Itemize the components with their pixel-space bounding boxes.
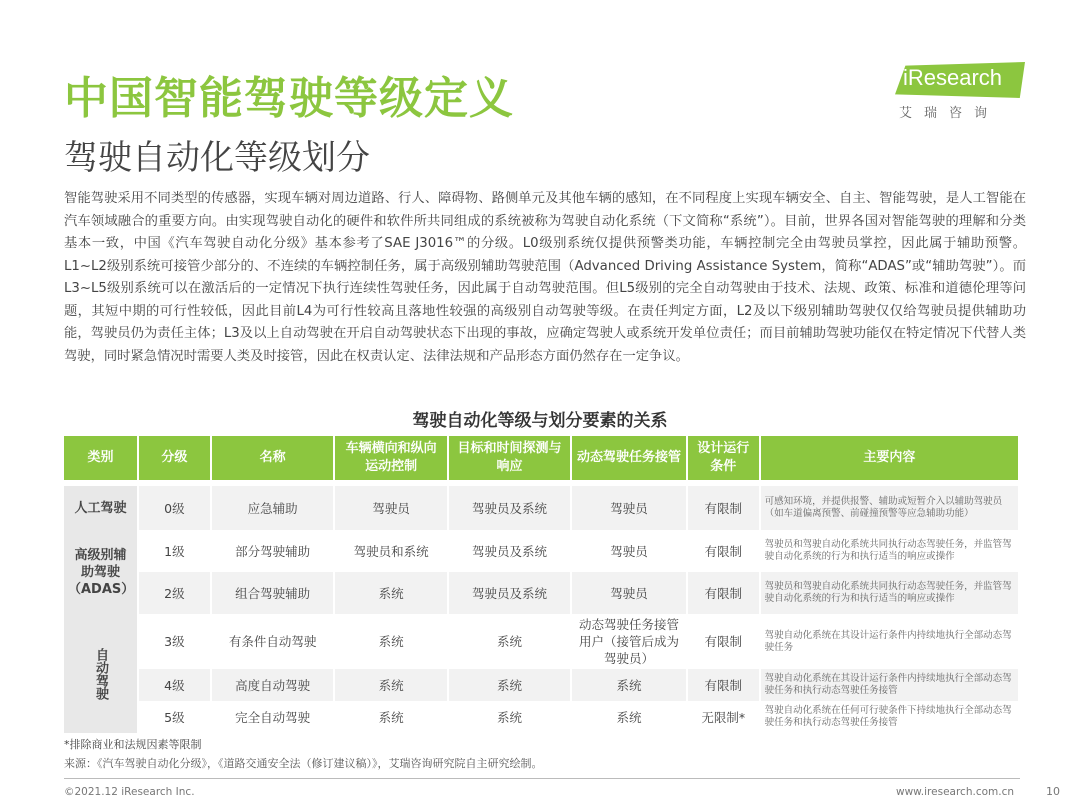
cell-odd: 有限制 [688,669,759,701]
table-header-row [64,436,1018,486]
cell-takeover: 系统 [572,669,685,701]
category-adas: 高级别辅助驾驶（ADAS） [64,530,137,614]
cell-content: 驾驶员和驾驶自动化系统共同执行动态驾驶任务，并监管驾驶自动化系统的行为和执行适当的响应或操作 [764,539,1012,562]
cell-level: 5级 [164,709,185,725]
cell-level: 0级 [139,486,210,530]
cell-name: 高度自动驾驶 [212,669,334,701]
table-row [64,701,1018,733]
cell-takeover: 驾驶员 [572,572,685,614]
cell-level: 1级 [164,543,185,559]
table-row [64,669,1018,701]
table-row [64,530,1018,572]
page-title: 中国智能驾驶等级定义 [64,73,514,124]
iresearch-logo [895,62,1025,122]
category-auto: 自动驾驶 [64,614,137,733]
header-name: 名称 [212,436,334,486]
footnote: *排除商业和法规因素等限制 [64,738,202,751]
site-url[interactable]: www.iresearch.com.cn [896,786,1015,798]
header-takeover: 动态驾驶任务接管 [572,436,685,486]
cell-content: 驾驶自动化系统在其设计运行条件内持续地执行全部动态驾驶任务 [764,629,1012,653]
cell-takeover: 系统 [616,709,642,725]
level-table [62,436,1020,733]
cell-takeover: 驾驶员 [572,486,685,530]
logo-cn-text: 艾瑞咨询 [899,106,1000,121]
cell-name: 组合驾驶辅助 [212,572,334,614]
table-row [64,572,1018,614]
cell-name: 有条件自动驾驶 [228,634,317,649]
table-row [64,614,1018,669]
cell-takeover: 驾驶员 [610,543,648,559]
page-subtitle: 驾驶自动化等级划分 [64,138,370,178]
table-title: 驾驶自动化等级与划分要素的关系 [412,411,668,431]
cell-detect: 驾驶员及系统 [449,486,571,530]
cell-odd: 有限制 [704,543,742,559]
cell-level: 3级 [164,634,185,649]
copyright: ©2021.12 iResearch Inc. [64,786,195,798]
header-odd: 设计运行条件 [688,436,759,486]
page-number: 10 [1046,785,1060,798]
cell-level: 2级 [139,572,210,614]
cell-motion: 系统 [335,669,446,701]
intro-paragraph: 智能驾驶采用不同类型的传感器，实现车辆对周边道路、行人、障碍物、路侧单元及其他车辆的感知，在不同程度上实现车辆安全、自主、智能驾驶，是人工智能在汽车领域融合的重要方向。由实现驾驶自动化的硬件和软件所共同组成的系统被称为驾驶自动化系统（下文简称“系统”）。目前，世界各国对智能驾驶的理解和分类基本一致，中国《汽车驾驶自动化分级》基本参考了SAE J3016™的分级。L0级别系统仅提供预警类功能，车辆控制完全由驾驶员掌控，因此属于辅助预警。L1~L2级别系统可接管少部分的、不连续的车辆控制任务，属于高级别辅助驾驶范围（Advanced Driving Assistance System，简称“ADAS”或“辅助驾驶”）。而L3~L5级别系统可以在激活后的一定情况下执行连续性驾驶任务，因此属于自动驾驶范围。但L5级别的完全自动驾驶由于技术、法规、政策、标准和道德伦理等问题，其短中期的可行性较低，因此目前L4为可行性较高且落地性较强的高级别自动驾驶等级。在责任判定方面，L2及以下级别辅助驾驶仅仅给驾驶员提供辅助功能，驾驶员仍为责任主体；L3及以上自动驾驶在开启自动驾驶状态下出现的事故，应确定驾驶人或系统开发单位责任；而目前辅助驾驶功能仅在特定情况下代替人类驾驶，同时紧急情况时需要人类及时接管，因此在权责认定、法律法规和产品形态方面仍然存在一定争议。 [64,191,1026,364]
cell-name: 应急辅助 [212,486,334,530]
source-note: 来源：《汽车驾驶自动化分级》，《道路交通安全法（修订建议稿）》，艾瑞咨询研究院自主研究绘制。 [64,757,543,770]
cell-content: 驾驶自动化系统在其设计运行条件内持续地执行全部动态驾驶任务和执行动态驾驶任务接管 [761,669,1018,701]
cell-motion: 系统 [378,634,404,649]
cell-odd: 无限制* [701,709,746,725]
header-content: 主要内容 [761,436,1018,486]
cell-detect: 驾驶员及系统 [449,572,571,614]
header-category: 类别 [64,436,137,486]
cell-motion: 驾驶员和系统 [353,543,429,559]
cell-takeover: 动态驾驶任务接管用户（接管后成为驾驶员） [579,617,680,666]
cell-detect: 系统 [497,634,523,649]
cell-level: 4级 [139,669,210,701]
cell-motion: 系统 [335,572,446,614]
cell-odd: 有限制 [704,634,742,649]
header-level: 分级 [139,436,210,486]
cell-motion: 系统 [378,709,404,725]
cell-motion: 驾驶员 [335,486,446,530]
cell-detect: 驾驶员及系统 [472,543,548,559]
logo-text: iResearch [903,65,1003,90]
cell-content: 驾驶员和驾驶自动化系统共同执行动态驾驶任务，并监管驾驶自动化系统的行为和执行适当的响应或操作 [761,572,1018,614]
header-motion-control: 车辆横向和纵向运动控制 [335,436,446,486]
header-detection: 目标和时间探测与响应 [449,436,571,486]
cell-name: 完全自动驾驶 [235,709,311,725]
footer-divider [64,778,1020,779]
cell-odd: 有限制 [688,572,759,614]
table-row [64,486,1018,530]
cell-detect: 系统 [497,709,523,725]
cell-name: 部分驾驶辅助 [235,543,311,559]
cell-detect: 系统 [449,669,571,701]
cell-odd: 有限制 [688,486,759,530]
cell-content: 可感知环境，并提供报警、辅助或短暂介入以辅助驾驶员（如车道偏离预警、前碰撞预警等应急辅助功能） [761,486,1018,530]
category-human: 人工驾驶 [64,486,137,530]
cell-content: 驾驶自动化系统在任何可行驶条件下持续地执行全部动态驾驶任务和执行动态驾驶任务接管 [764,705,1012,728]
